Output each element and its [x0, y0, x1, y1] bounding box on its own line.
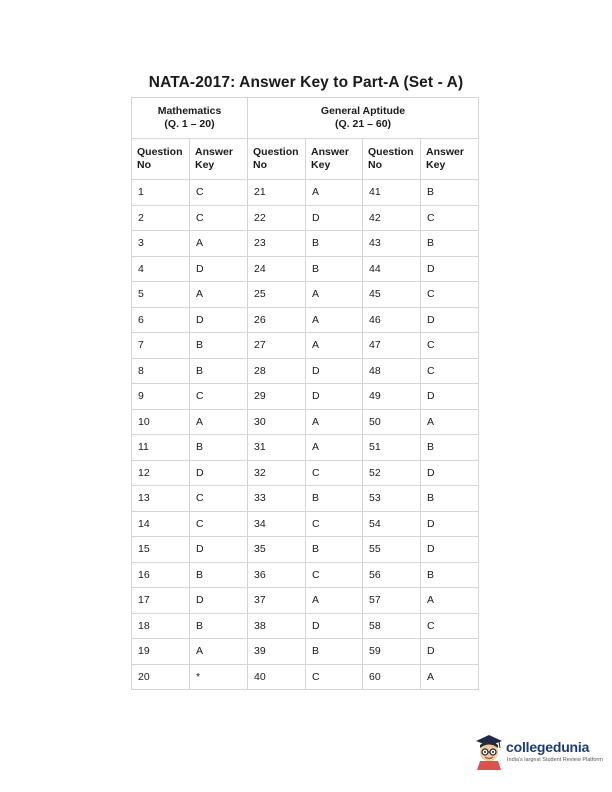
question-no-cell: 48 [363, 358, 421, 384]
question-no-cell: 36 [248, 562, 306, 588]
question-no-cell: 21 [248, 180, 306, 206]
answer-key-cell: D [190, 256, 248, 282]
answer-key-cell: B [306, 639, 363, 665]
table-row [132, 511, 479, 537]
table-row [132, 613, 479, 639]
question-no-cell: 38 [248, 613, 306, 639]
question-no-cell: 47 [363, 333, 421, 359]
answer-key-cell: C [306, 511, 363, 537]
answer-key-cell: A [306, 435, 363, 461]
answer-key-cell: A [306, 588, 363, 614]
question-no-cell: 35 [248, 537, 306, 563]
question-no-cell: 11 [132, 435, 190, 461]
question-no-cell: 50 [363, 409, 421, 435]
answer-key-cell: B [421, 231, 479, 257]
answer-key-cell: B [306, 231, 363, 257]
table-row [132, 282, 479, 308]
question-no-cell: 16 [132, 562, 190, 588]
general-aptitude-range: (Q. 21 – 60) [335, 118, 392, 130]
answer-key-cell: C [190, 511, 248, 537]
table-row [132, 460, 479, 486]
question-no-cell: 57 [363, 588, 421, 614]
question-no-cell: 54 [363, 511, 421, 537]
question-no-cell: 20 [132, 664, 190, 690]
table-row [132, 180, 479, 206]
answer-key-cell: D [306, 613, 363, 639]
question-no-cell: 6 [132, 307, 190, 333]
question-no-cell: 30 [248, 409, 306, 435]
question-no-cell: 42 [363, 205, 421, 231]
table-row [132, 588, 479, 614]
logo-wordmark: collegedunia [506, 739, 590, 755]
table-row [132, 435, 479, 461]
question-no-cell: 23 [248, 231, 306, 257]
question-no-cell: 19 [132, 639, 190, 665]
question-no-header: Question No [248, 139, 306, 180]
answer-key-cell: C [421, 205, 479, 231]
answer-key-cell: B [421, 180, 479, 206]
mathematics-range: (Q. 1 – 20) [164, 118, 215, 130]
table-row [132, 486, 479, 512]
question-no-cell: 60 [363, 664, 421, 690]
answer-key-cell: D [190, 307, 248, 333]
answer-key-cell: D [190, 460, 248, 486]
answer-key-cell: C [421, 358, 479, 384]
answer-key-cell: D [421, 460, 479, 486]
table-row [132, 358, 479, 384]
question-no-cell: 5 [132, 282, 190, 308]
answer-key-cell: A [190, 639, 248, 665]
answer-key-cell: A [306, 333, 363, 359]
answer-key-cell: D [190, 588, 248, 614]
answer-key-cell: C [306, 664, 363, 690]
table-row [132, 409, 479, 435]
answer-key-cell: B [306, 537, 363, 563]
question-no-cell: 10 [132, 409, 190, 435]
answer-key-cell: A [306, 307, 363, 333]
answer-key-cell: D [421, 384, 479, 410]
question-no-cell: 49 [363, 384, 421, 410]
answer-key-cell: D [421, 256, 479, 282]
answer-key-cell: B [421, 562, 479, 588]
question-no-cell: 43 [363, 231, 421, 257]
answer-key-cell: C [421, 333, 479, 359]
answer-key-cell: C [190, 205, 248, 231]
question-no-cell: 44 [363, 256, 421, 282]
question-no-cell: 4 [132, 256, 190, 282]
question-no-cell: 2 [132, 205, 190, 231]
question-no-cell: 46 [363, 307, 421, 333]
answer-key-cell: D [306, 205, 363, 231]
question-no-cell: 32 [248, 460, 306, 486]
question-no-cell: 31 [248, 435, 306, 461]
answer-key-header: Answer Key [306, 139, 363, 180]
question-no-header: Question No [132, 139, 190, 180]
table-row [132, 333, 479, 359]
answer-key-cell: B [190, 613, 248, 639]
mathematics-group-header [132, 98, 248, 139]
question-no-cell: 15 [132, 537, 190, 563]
question-no-cell: 1 [132, 180, 190, 206]
table-row [132, 231, 479, 257]
logo-tagline: India's largest Student Review Platform [507, 757, 603, 763]
answer-key-cell: C [421, 613, 479, 639]
answer-key-cell: A [306, 282, 363, 308]
answer-key-cell: A [421, 664, 479, 690]
mascot-icon [472, 732, 506, 770]
page-title: NATA-2017: Answer Key to Part-A (Set - A) [148, 74, 464, 91]
answer-key-table [131, 97, 479, 690]
answer-key-cell: A [190, 282, 248, 308]
answer-key-header: Answer Key [190, 139, 248, 180]
table-row [132, 205, 479, 231]
question-no-cell: 28 [248, 358, 306, 384]
answer-key-cell: C [306, 562, 363, 588]
question-no-cell: 27 [248, 333, 306, 359]
question-no-cell: 3 [132, 231, 190, 257]
answer-key-cell: C [306, 460, 363, 486]
table-row [132, 639, 479, 665]
question-no-cell: 25 [248, 282, 306, 308]
question-no-cell: 45 [363, 282, 421, 308]
general-aptitude-group-header [248, 98, 479, 139]
question-no-cell: 39 [248, 639, 306, 665]
answer-key-cell: B [190, 358, 248, 384]
answer-key-cell: D [306, 384, 363, 410]
answer-rows [132, 180, 479, 690]
answer-key-header: Answer Key [421, 139, 479, 180]
question-no-cell: 12 [132, 460, 190, 486]
question-no-cell: 58 [363, 613, 421, 639]
answer-key-cell: C [190, 486, 248, 512]
question-no-cell: 37 [248, 588, 306, 614]
column-header-row [132, 139, 479, 180]
table-row [132, 664, 479, 690]
general-aptitude-title: General Aptitude [320, 105, 406, 117]
question-no-cell: 52 [363, 460, 421, 486]
answer-key-cell: B [190, 562, 248, 588]
answer-key-cell: D [421, 307, 479, 333]
answer-key-cell: B [190, 435, 248, 461]
answer-key-cell: A [190, 409, 248, 435]
question-no-cell: 26 [248, 307, 306, 333]
question-no-cell: 7 [132, 333, 190, 359]
answer-key-cell: B [306, 486, 363, 512]
table-row [132, 562, 479, 588]
question-no-cell: 41 [363, 180, 421, 206]
answer-key-cell: A [421, 588, 479, 614]
question-no-cell: 40 [248, 664, 306, 690]
question-no-cell: 33 [248, 486, 306, 512]
question-no-cell: 8 [132, 358, 190, 384]
answer-key-cell: A [190, 231, 248, 257]
answer-key-cell: B [306, 256, 363, 282]
question-no-cell: 51 [363, 435, 421, 461]
question-no-cell: 56 [363, 562, 421, 588]
question-no-cell: 13 [132, 486, 190, 512]
question-no-cell: 29 [248, 384, 306, 410]
mathematics-title: Mathematics [157, 105, 222, 117]
question-no-cell: 59 [363, 639, 421, 665]
question-no-cell: 34 [248, 511, 306, 537]
question-no-cell: 53 [363, 486, 421, 512]
question-no-cell: 18 [132, 613, 190, 639]
answer-key-cell: A [421, 409, 479, 435]
answer-key-cell: C [421, 282, 479, 308]
question-no-cell: 55 [363, 537, 421, 563]
table-row [132, 307, 479, 333]
answer-key-cell: D [421, 511, 479, 537]
question-no-cell: 17 [132, 588, 190, 614]
table-row [132, 384, 479, 410]
answer-key-cell: A [306, 180, 363, 206]
answer-key-cell: B [421, 486, 479, 512]
table-row [132, 256, 479, 282]
answer-key-cell: D [190, 537, 248, 563]
answer-key-cell: C [190, 180, 248, 206]
collegedunia-logo [472, 730, 603, 772]
question-no-header: Question No [363, 139, 421, 180]
answer-key-cell: A [306, 409, 363, 435]
answer-key-cell: B [190, 333, 248, 359]
answer-key-cell: B [421, 435, 479, 461]
table-row [132, 537, 479, 563]
answer-key-cell: C [190, 384, 248, 410]
answer-key-cell: D [421, 639, 479, 665]
question-no-cell: 22 [248, 205, 306, 231]
answer-key-cell: D [421, 537, 479, 563]
question-no-cell: 9 [132, 384, 190, 410]
question-no-cell: 14 [132, 511, 190, 537]
answer-key-cell: D [306, 358, 363, 384]
question-no-cell: 24 [248, 256, 306, 282]
answer-key-cell: * [190, 664, 248, 690]
